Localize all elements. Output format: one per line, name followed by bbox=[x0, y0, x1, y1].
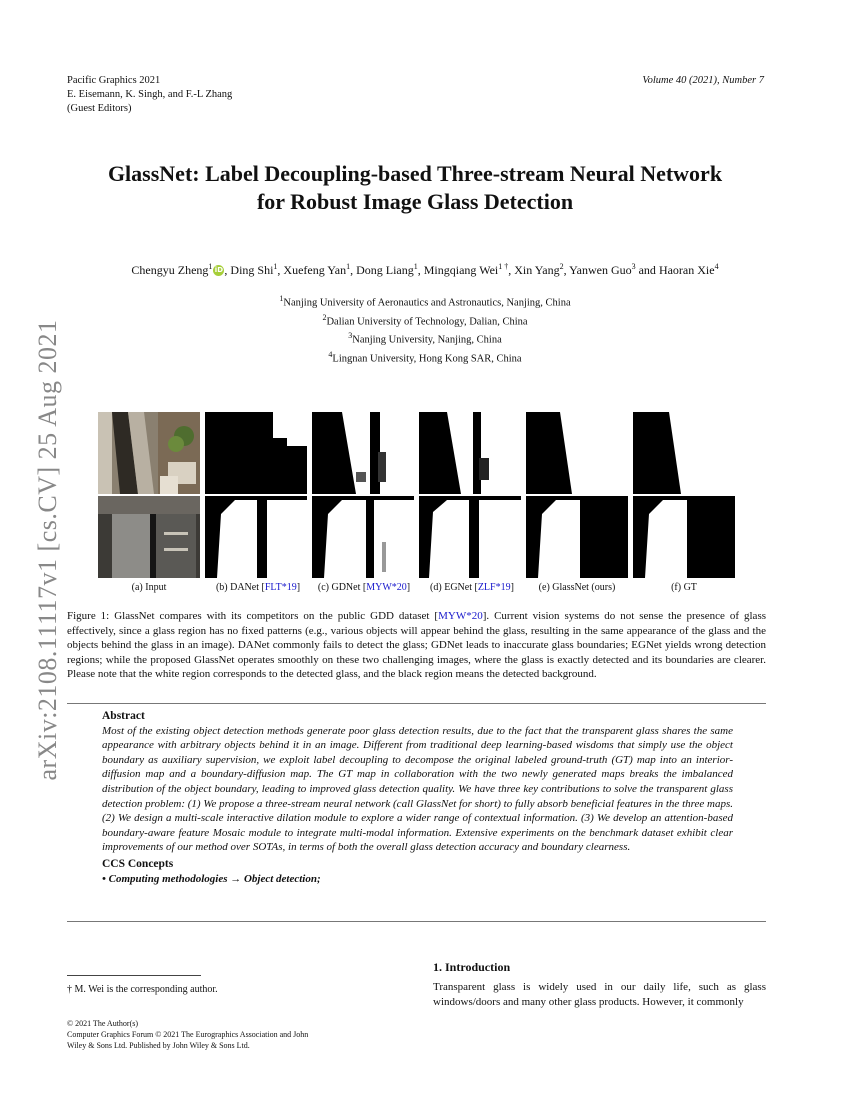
ccs-heading: CCS Concepts bbox=[102, 857, 174, 870]
author-name: Dong Liang bbox=[356, 263, 414, 277]
subcaption-text: ] bbox=[406, 582, 411, 593]
copyright-line: Wiley & Sons Ltd. Published by John Wiley & Sons Ltd. bbox=[67, 1041, 250, 1050]
affiliation bbox=[60, 311, 790, 330]
author-name: Xuefeng Yan bbox=[283, 263, 347, 277]
citation-link[interactable]: MYW*20 bbox=[366, 582, 407, 593]
footnote: † M. Wei is the corresponding author. bbox=[67, 984, 218, 995]
author-name: Xin Yang bbox=[514, 263, 560, 277]
affiliation-text: Dalian University of Technology, Dalian, China bbox=[326, 316, 528, 327]
subcaption-text: (d) EGNet [ bbox=[430, 582, 478, 593]
author-sup: 2 bbox=[559, 262, 564, 271]
affiliation bbox=[60, 329, 790, 348]
glassnet-result-1 bbox=[526, 412, 628, 494]
divider-top bbox=[67, 703, 766, 704]
abstract-heading: Abstract bbox=[102, 710, 145, 722]
gdnet-result-2 bbox=[312, 496, 414, 578]
arxiv-stamp-text: arXiv:2108.11117v1 [cs.CV] 25 Aug 2021 bbox=[33, 319, 62, 781]
volume-header: Volume 40 (2021), Number 7 bbox=[642, 75, 764, 86]
gt-mask-2 bbox=[633, 496, 735, 578]
subcaption-text: (e) GlassNet (ours) bbox=[538, 582, 616, 593]
glassnet-result-2 bbox=[526, 496, 628, 578]
affiliation-sup: 4 bbox=[328, 349, 333, 359]
affiliations bbox=[60, 292, 790, 366]
orcid-icon[interactable]: iD bbox=[214, 266, 224, 274]
author-name: Ding Shi bbox=[230, 263, 274, 277]
author-list: Chengyu Zheng$^1$ iD, Ding Shi$^1$, Xuefeng Yan$^1$, Dong Liang$^1$, Mingqiang Wei$^{1 \dagger}$, Xin Yang$^2$, Yanwen Guo$^3$ and Haoran Xie$^4$ bbox=[131, 262, 719, 277]
subcaption-glassnet bbox=[512, 582, 642, 593]
copyright-line: Computer Graphics Forum © 2021 The Eurographics Association and John bbox=[67, 1030, 309, 1039]
footnote-rule bbox=[67, 975, 201, 976]
author-sup: 3 bbox=[631, 262, 636, 271]
guest-editors-line: (Guest Editors) bbox=[67, 103, 132, 114]
subcaption-text: ] bbox=[510, 582, 514, 593]
author-sup: 4 bbox=[714, 262, 719, 271]
danet-result-1 bbox=[205, 412, 307, 494]
affiliation-text: Nanjing University, Nanjing, China bbox=[352, 334, 502, 346]
affiliation-text: Nanjing University of Aeronautics and Astronautics, Nanjing, China bbox=[283, 297, 571, 309]
editors-line: E. Eisemann, K. Singh, and F.-L Zhang bbox=[67, 89, 233, 100]
affiliation-sup: 2 bbox=[322, 312, 327, 322]
ccs-concept: • Computing methodologies → Object detection; bbox=[102, 872, 321, 885]
affiliation-text: Lingnan University, Hong Kong SAR, China bbox=[332, 353, 522, 364]
subcaption-input bbox=[98, 582, 200, 593]
author-sup: 1 † bbox=[498, 262, 509, 271]
gdnet-result-1 bbox=[312, 412, 414, 494]
copyright-line: © 2021 The Author(s) bbox=[67, 1019, 139, 1028]
figure-caption-text: ]. Current vision systems do not sense the presence of glass effectively, since a glass region has no fixed patterns (e.g., various objects will appear behind the glass, resulting in the same appearance of the glass and the objects behind the glass in an image). DANet commonly fails to detect the glass; GDNet leads to inaccurate glass boundaries; EGNet yields wrong detection regions; while the proposed GlassNet operates smoothly on these two challenging images, where the glass is exactly detected and its boundaries are clearer. Please note that the white region corresponds to the detected glass, and the black region means the detected background. bbox=[67, 610, 767, 681]
figure-caption-text: Figure 1: GlassNet compares with its competitors on the public GDD dataset [ bbox=[67, 610, 439, 622]
venue-header bbox=[67, 74, 232, 116]
affiliation bbox=[60, 292, 790, 311]
venue-line: Pacific Graphics 2021 bbox=[67, 75, 161, 86]
title-line-1: GlassNet: Label Decoupling-based Three-stream Neural Network bbox=[107, 161, 723, 186]
divider-bottom bbox=[67, 921, 766, 922]
copyright-notice bbox=[67, 1018, 308, 1051]
egnet-result-1 bbox=[419, 412, 521, 494]
paper-title bbox=[60, 160, 770, 216]
author-name: Haoran Xie bbox=[658, 263, 715, 277]
affiliation bbox=[60, 348, 790, 367]
section-heading-introduction: 1. Introduction bbox=[433, 960, 511, 974]
abstract-section bbox=[102, 709, 733, 886]
input-image-1 bbox=[98, 412, 200, 494]
egnet-result-2 bbox=[419, 496, 521, 578]
abstract-text: Most of the existing object detection methods generate poor glass detection results, due to the fact that the transparent glass shares the same appearance with arbitrary objects behind it in an image. Different from traditional deep learning-based wisdoms that simply use the object boundary as auxiliary supervision, we exploit label decoupling to decompose the original labeled ground-truth (GT) map into an interior-diffusion map and a boundary-diffusion map. The GT map in collaboration with the two newly generated maps breaks the imbalanced distribution of the object boundary, leading to improved glass detection quality. We have three key contributions to solve the transparent glass detection problem: (1) We propose a three-stream neural network (call GlassNet for short) to fully absorb beneficial features in the three maps. (2) We design a multi-scale interactive dilation module to explore a wider range of contextual information. (3) We develop an attention-based boundary-aware feature Mosaic module to integrate multi-modal information. Extensive experiments on the benchmark dataset exhibit clear improvements of our method over SOTAs, in terms of both the overall glass detection accuracy and boundary clearness. bbox=[102, 724, 733, 854]
author-name: Chengyu Zheng bbox=[131, 263, 209, 277]
title-line-2: for Robust Image Glass Detection bbox=[256, 189, 574, 214]
subcaption-gt bbox=[633, 582, 735, 593]
subcaption-text: (a) Input bbox=[131, 582, 167, 593]
author-name: Mingqiang Wei bbox=[423, 263, 499, 277]
subcaption-text: ] bbox=[296, 582, 301, 593]
author-sup: 1 bbox=[273, 262, 278, 271]
figure-caption bbox=[67, 609, 766, 682]
subcaption-text: (c) GDNet [ bbox=[317, 582, 367, 593]
affiliation-sup: 1 bbox=[279, 294, 284, 303]
author-sup: 1 bbox=[208, 262, 213, 271]
citation-link[interactable]: FLT*19 bbox=[264, 582, 297, 593]
danet-result-2 bbox=[205, 496, 307, 578]
affiliation-sup: 3 bbox=[348, 331, 353, 340]
citation-link[interactable]: ZLF*19 bbox=[477, 582, 511, 593]
subcaption-text: (f) GT bbox=[671, 582, 697, 593]
gt-mask-1 bbox=[633, 412, 735, 494]
subcaption-text: (b) DANet [ bbox=[215, 582, 265, 593]
author-name: Yanwen Guo bbox=[569, 263, 632, 277]
author-sup: 1 bbox=[346, 262, 351, 271]
intro-paragraph: Transparent glass is widely used in our daily life, such as glass windows/doors and many other glass products. However, it commonly bbox=[433, 981, 766, 1008]
input-image-2 bbox=[98, 496, 200, 578]
author-sup: 1 bbox=[413, 262, 418, 271]
citation-link[interactable]: MYW*20 bbox=[438, 610, 483, 622]
